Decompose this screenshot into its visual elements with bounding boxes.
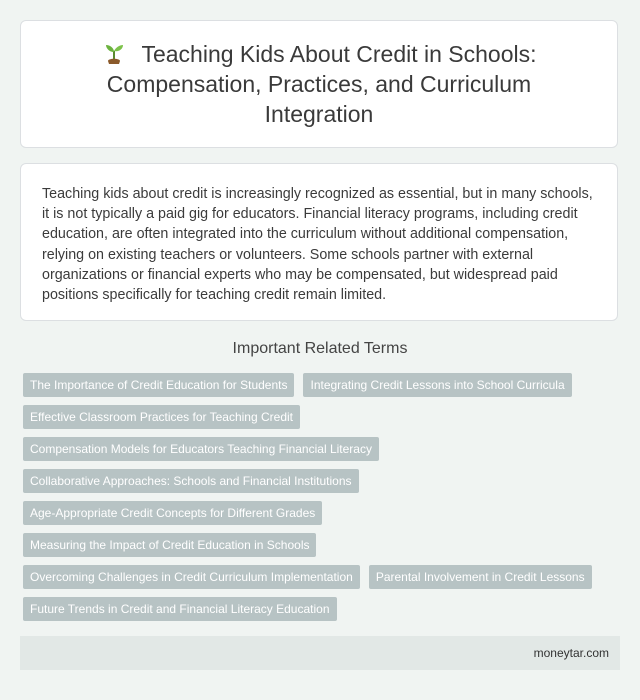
term-tag[interactable]: Overcoming Challenges in Credit Curriculum Implementation (23, 565, 360, 589)
term-tag[interactable]: Effective Classroom Practices for Teaching Credit (23, 405, 300, 429)
footer-site-link[interactable]: moneytar.com (533, 646, 609, 660)
seedling-icon (101, 39, 127, 65)
footer (20, 636, 620, 670)
related-terms-heading: Important Related Terms (232, 340, 408, 357)
title-card (20, 20, 618, 148)
term-tag[interactable]: Parental Involvement in Credit Lessons (369, 565, 592, 589)
term-tag[interactable]: Collaborative Approaches: Schools and Financial Institutions (23, 469, 359, 493)
page-title (59, 39, 579, 129)
term-tag[interactable]: Compensation Models for Educators Teaching Financial Literacy (23, 437, 379, 461)
term-tag[interactable]: Future Trends in Credit and Financial Literacy Education (23, 597, 337, 621)
term-tag[interactable]: The Importance of Credit Education for Students (23, 373, 294, 397)
page-title-text: Teaching Kids About Credit in Schools: Compensation, Practices, and Curriculum Integration (106, 41, 537, 127)
term-tag[interactable]: Measuring the Impact of Credit Education in Schools (23, 533, 316, 557)
term-tag[interactable]: Age-Appropriate Credit Concepts for Different Grades (23, 501, 322, 525)
intro-card (20, 163, 618, 321)
term-tag[interactable]: Integrating Credit Lessons into School Curricula (303, 373, 571, 397)
intro-paragraph: Teaching kids about credit is increasingly recognized as essential, but in many schools, it is not typically a paid gig for educators. Financial literacy programs, including credit education, are often integrated into the curriculum without additional compensation, relying on existing teachers or volunteers. Some schools partner with external organizations or financial experts who may be compensated, but widespread paid positions specifically for teaching credit remain limited. (42, 186, 593, 304)
related-terms-list (23, 373, 623, 629)
